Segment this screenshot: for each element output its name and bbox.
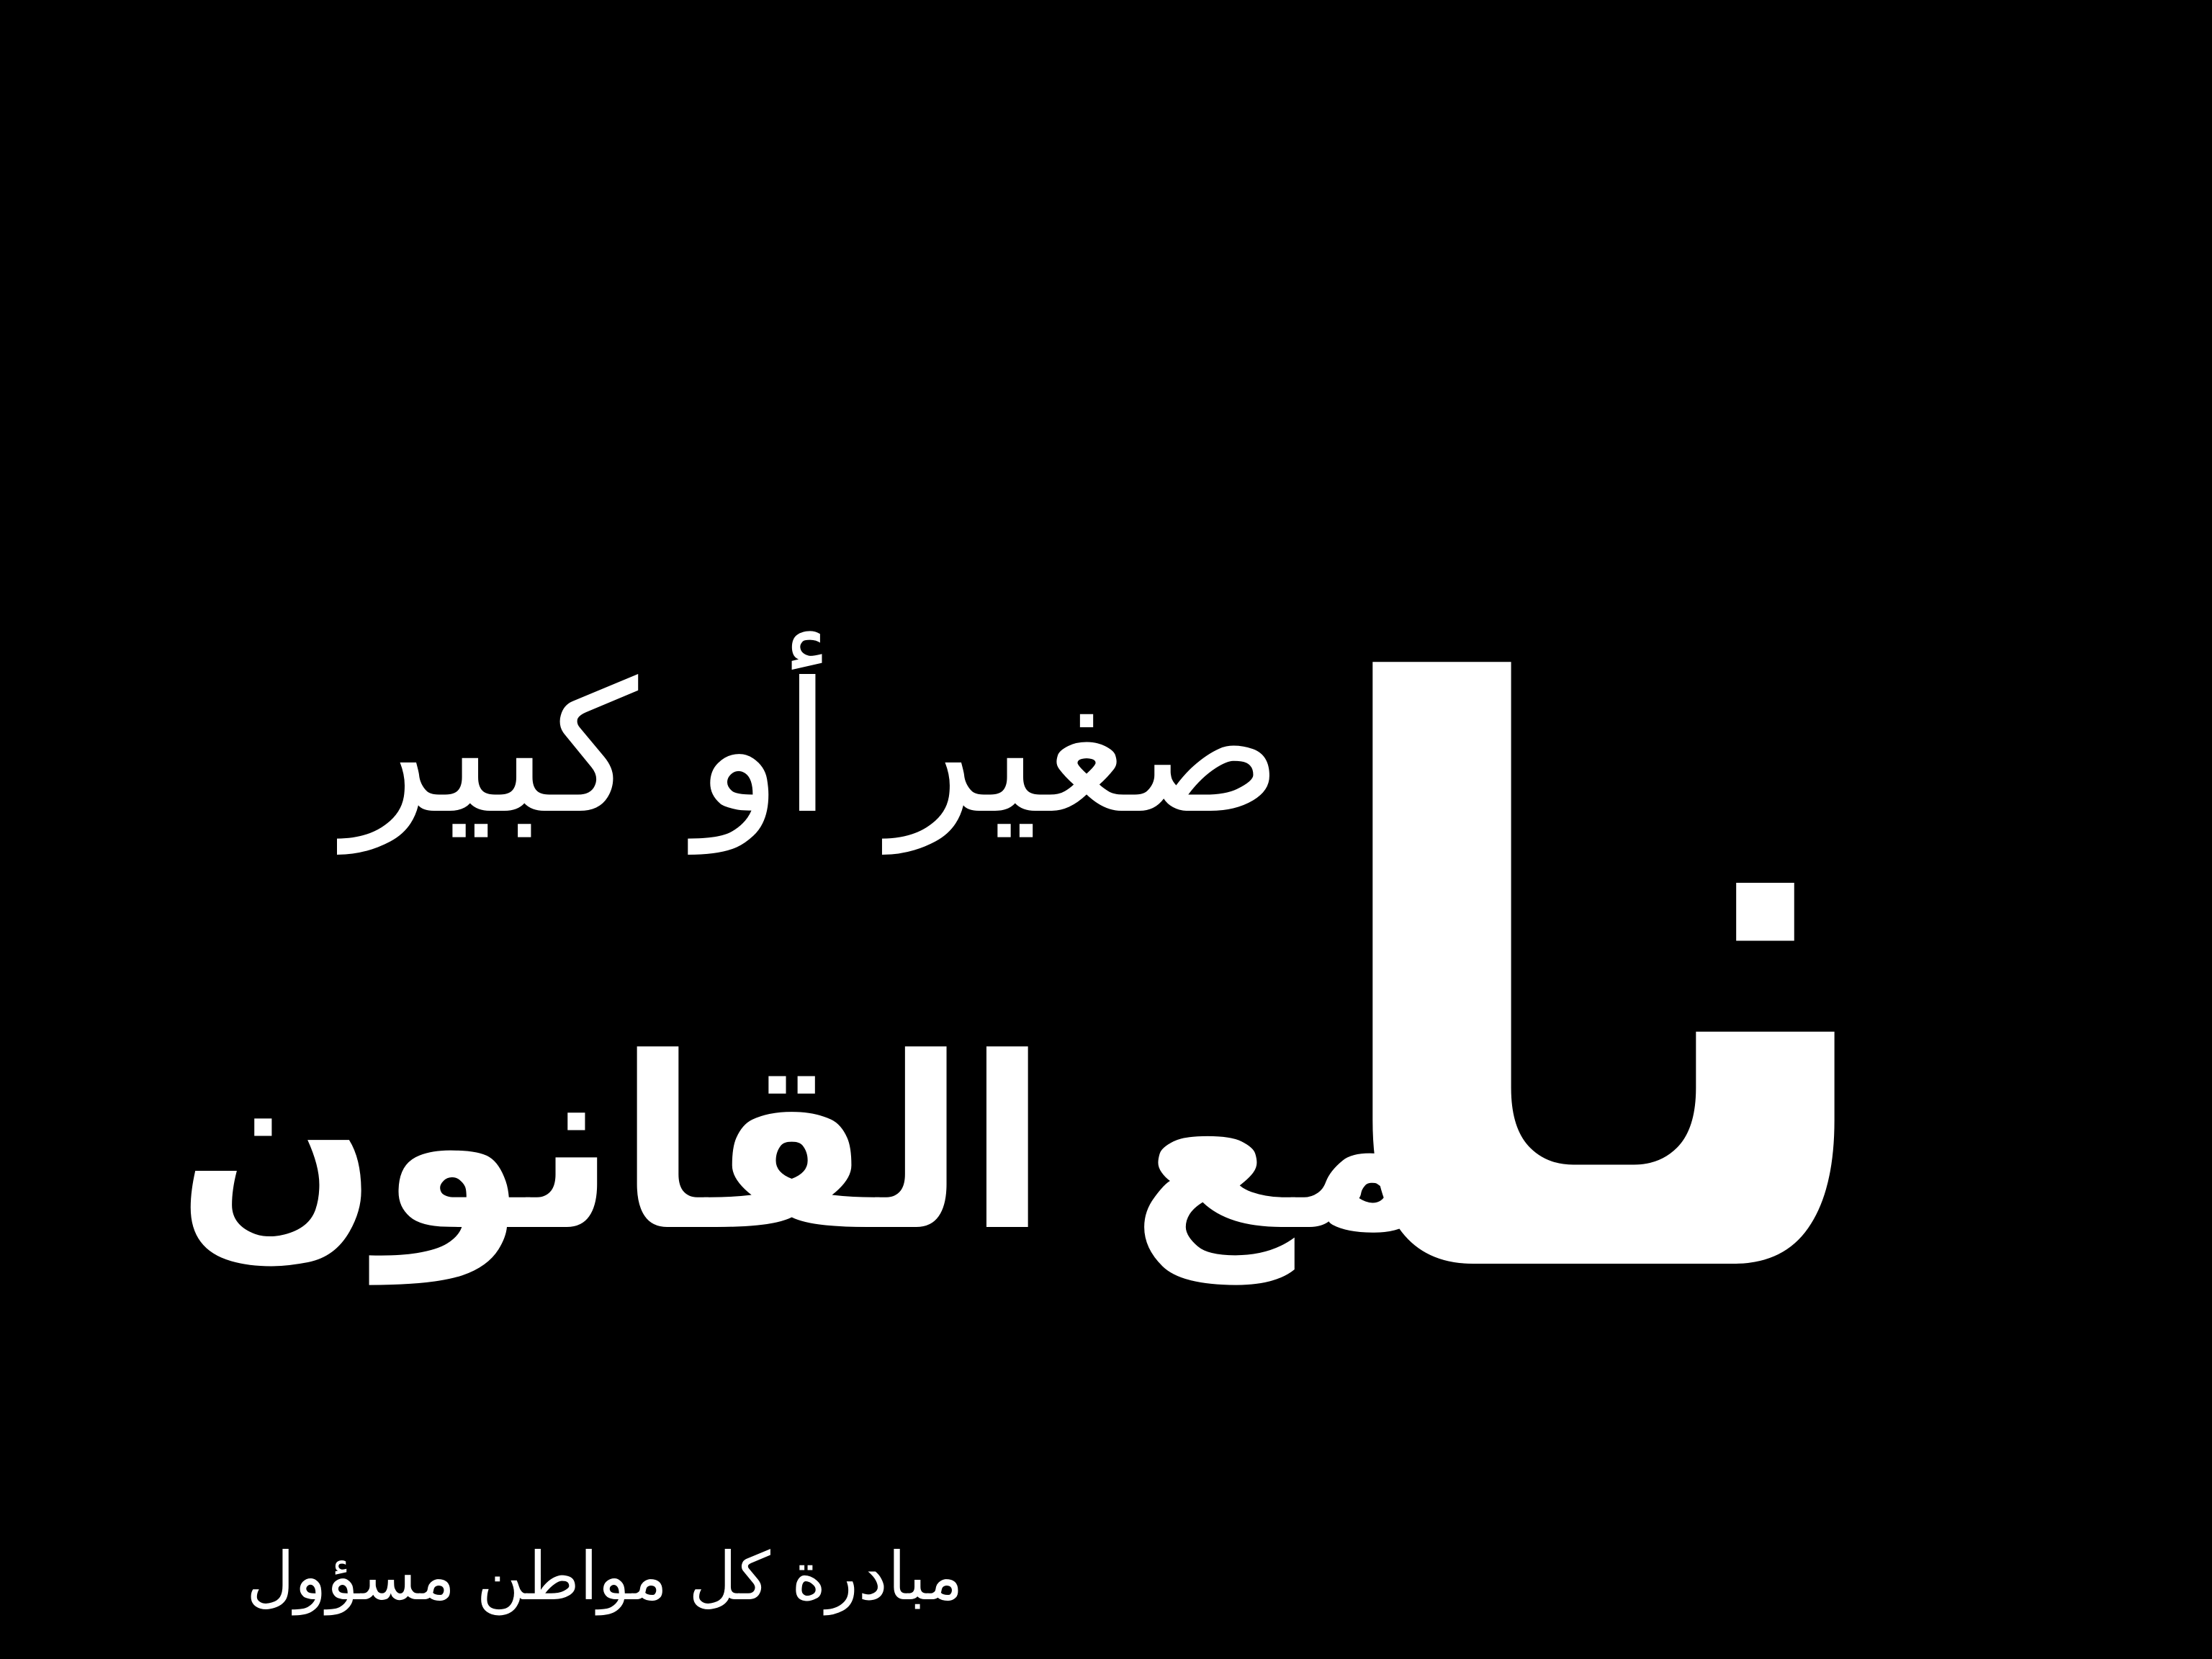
headline-line-with-the-law: مع القانون (176, 1007, 1440, 1283)
headline-big-letters: نا (1305, 529, 1901, 1451)
initiative-tagline: مبادرة كل مواطن مسؤول (246, 1538, 963, 1615)
headline-line-small-or-big: صغير أو كبير (344, 644, 1283, 853)
